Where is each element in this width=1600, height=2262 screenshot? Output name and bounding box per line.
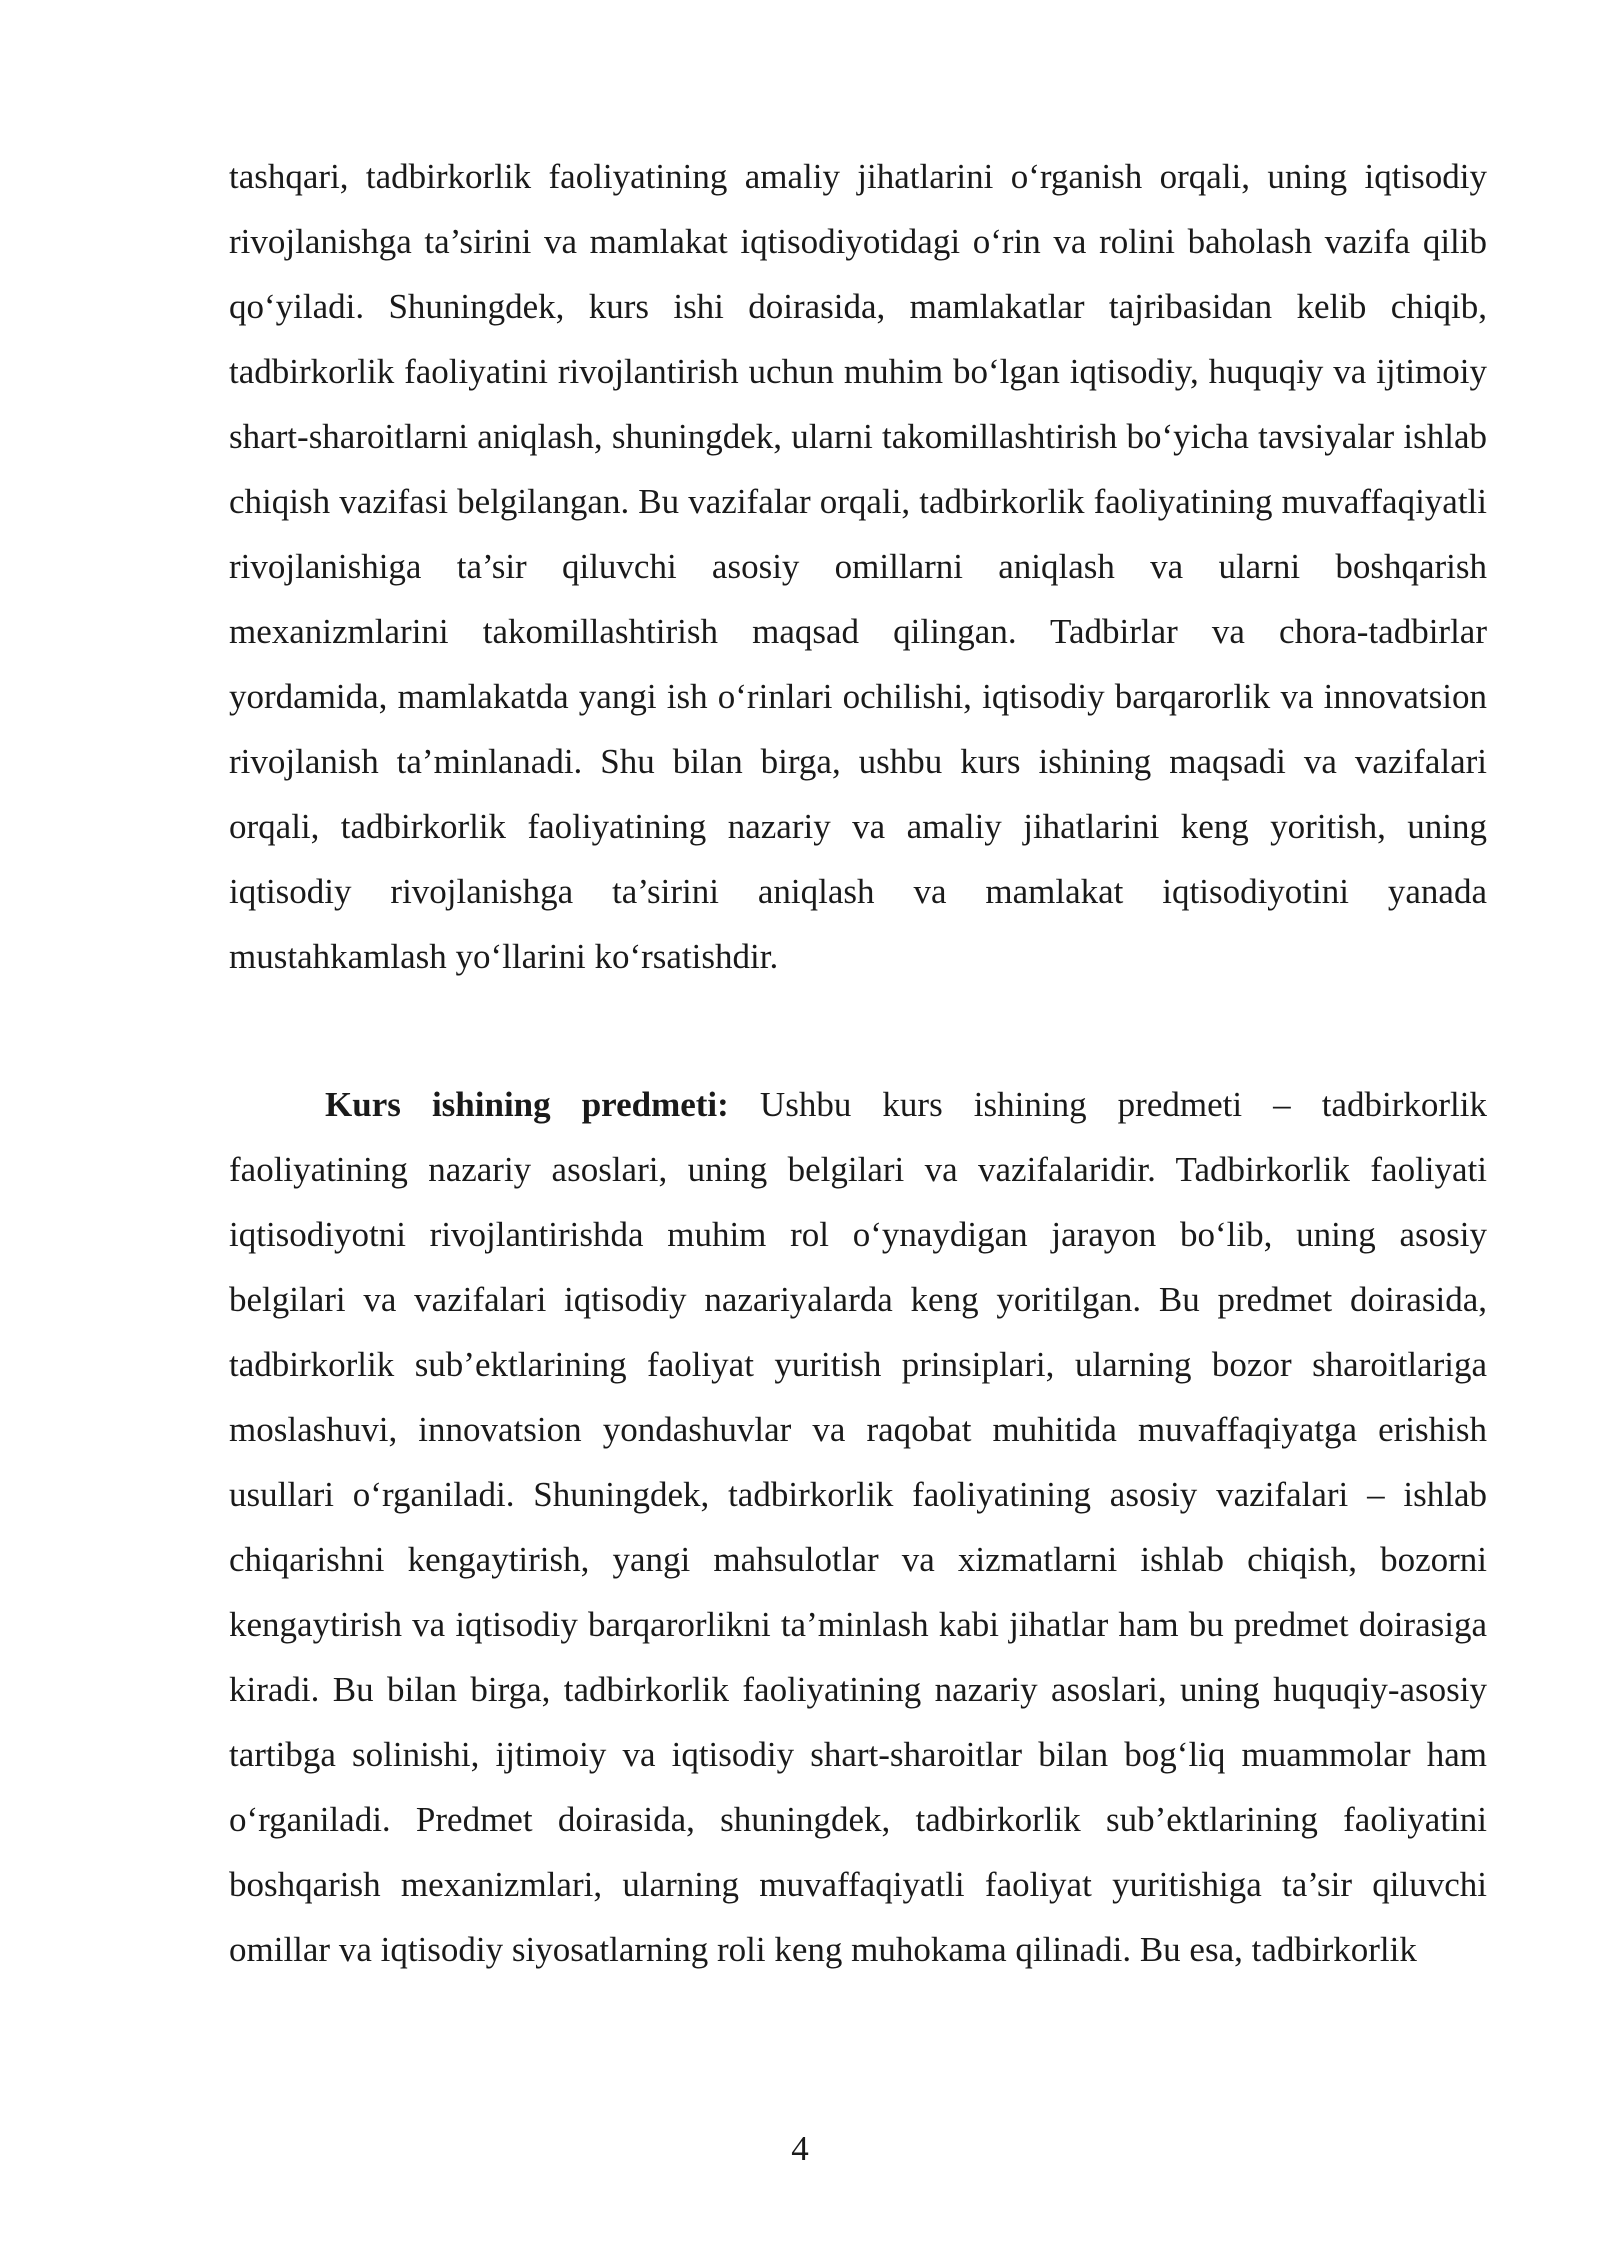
paragraph-2-body: Ushbu kurs ishining predmeti – tadbirkorlik faoliyatining nazariy asoslari, uning belgilari va vazifalaridir. Tadbirkorlik faoliyati iqtisodiyotni rivojlantirishda muhim rol o‘ynaydigan jarayon bo‘lib, uning asosiy belgilari va vazifalari iqtisodiy nazariyalarda keng yoritilgan. Bu predmet doirasida, tadbirkorlik sub’ektlarining faoliyat yuritish prinsiplari, ularning bozor sharoitlariga moslashuvi, innovatsion yondashuvlar va raqobat muhitida muvaffaqiyatga erishish usullari o‘rganiladi. Shuningdek, tadbirkorlik faoliyatining asosiy vazifalari – ishlab chiqarishni kengaytirish, yangi mahsulotlar va xizmatlarni ishlab chiqish, bozorni kengaytirish va iqtisodiy barqarorlikni ta’minlash kabi jihatlar ham bu predmet doirasiga kiradi. Bu bilan birga, tadbirkorlik faoliyatining nazariy asoslari, uning huquqiy-asosiy tartibga solinishi, ijtimoiy va iqtisodiy shart-sharoitlar bilan bog‘liq muammolar ham o‘rganiladi. Predmet doirasida, shuningdek, tadbirkorlik sub’ektlarining faoliyatini boshqarish mexanizmlari, ularning muvaffaqiyatli faoliyat yuritishiga ta’sir qiluvchi omillar va iqtisodiy siyosatlarning roli keng muhokama qilinadi. Bu esa, tadbirkorlik: [229, 1085, 1487, 1969]
body-paragraph-1: tashqari, tadbirkorlik faoliyatining amaliy jihatlarini o‘rganish orqali, uning iqtisodiy rivojlanishga ta’sirini va mamlakat iqtisodiyotidagi o‘rin va rolini baholash vazifa qilib qo‘yiladi. Shuningdek, kurs ishi doirasida, mamlakatlar tajribasidan kelib chiqib, tadbirkorlik faoliyatini rivojlantirish uchun muhim bo‘lgan iqtisodiy, huquqiy va ijtimoiy shart-sharoitlarni aniqlash, shuningdek, ularni takomillashtirish bo‘yicha tavsiyalar ishlab chiqish vazifasi belgilangan. Bu vazifalar orqali, tadbirkorlik faoliyatining muvaffaqiyatli rivojlanishiga ta’sir qiluvchi asosiy omillarni aniqlash va ularni boshqarish mexanizmlarini takomillashtirish maqsad qilingan. Tadbirlar va chora-tadbirlar yordamida, mamlakatda yangi ish o‘rinlari ochilishi, iqtisodiy barqarorlik va innovatsion rivojlanish ta’minlanadi. Shu bilan birga, ushbu kurs ishining maqsadi va vazifalari orqali, tadbirkorlik faoliyatining nazariy va amaliy jihatlarini keng yoritish, uning iqtisodiy rivojlanishga ta’sirini aniqlash va mamlakat iqtisodiyotini yanada mustahkamlash yo‘llarini ko‘rsatishdir.: [229, 157, 1487, 976]
paragraph-2-heading: Kurs ishining predmeti:: [325, 1085, 729, 1124]
page-number: 4: [791, 2129, 809, 2168]
body-paragraph-2: [229, 1072, 1487, 1982]
